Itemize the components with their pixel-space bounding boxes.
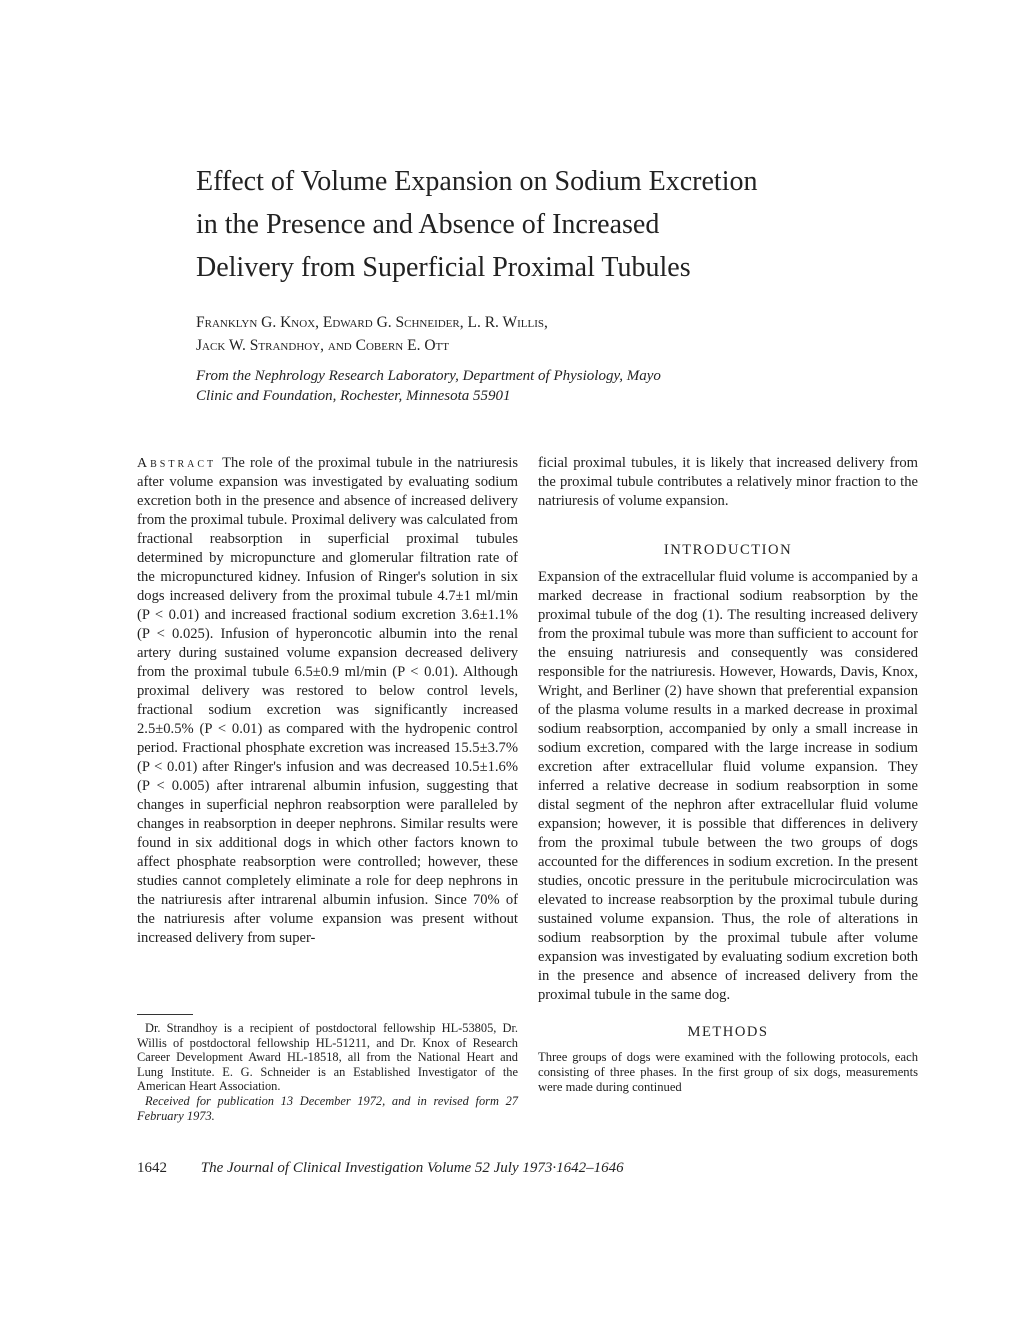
right-column <box>538 454 918 1095</box>
title-line-2: in the Presence and Absence of Increased <box>196 209 660 240</box>
affiliation-line-2: Clinic and Foundation, Rochester, Minnesota 55901 <box>196 388 511 404</box>
title-line-3: Delivery from Superficial Proximal Tubules <box>196 252 691 283</box>
footnote-received: Received for publication 13 December 1972, and in revised form 27 February 1973. <box>137 1093 518 1123</box>
methods-text: Three groups of dogs were examined with the following protocols, each consisting of three phases. In the first group of six dogs, measurements were made during continued <box>538 1050 918 1094</box>
title-line-1: Effect of Volume Expansion on Sodium Excretion <box>196 166 758 197</box>
authors-line-2: Jack W. Strandhoy, and Cobern E. Ott <box>196 337 449 354</box>
footnotes <box>137 1021 518 1123</box>
abstract-text-right: ficial proximal tubules, it is likely that increased delivery from the proximal tubule contributes a relatively minor fraction to the natriuresis of volume expansion. <box>538 455 918 509</box>
page-footer <box>137 1160 837 1177</box>
article-title <box>196 160 816 289</box>
affiliation-line-1: From the Nephrology Research Laboratory, Department of Physiology, Mayo <box>196 368 661 384</box>
journal-citation: The Journal of Clinical Investigation Volume 52 July 1973·1642–1646 <box>200 1160 624 1176</box>
abstract-paragraph <box>137 454 518 948</box>
abstract-text-left: The role of the proximal tubule in the natriuresis after volume expansion was investigated by evaluating sodium excretion both in the presence and absence of increased delivery from the proximal tubule. Proximal delivery was calculated from fractional reabsorption in superficial proximal tubules determined by micropuncture and glomerular filtration rate of the micropunctured kidney. Infusion of Ringer's solution in six dogs increased delivery from the proximal tubule 4.7±1 ml/min (P < 0.01) and increased fractional sodium excretion 3.6±1.1% (P < 0.025). Infusion of hyperoncotic albumin into the renal artery during sustained volume expansion decreased delivery from the proximal tubule 6.5±0.9 ml/min (P < 0.01). Although proximal delivery was restored to below control levels, fractional sodium excretion was significantly increased 2.5±0.5% (P < 0.01) as compared with the hydropenic control period. Fractional phosphate excretion was increased 15.5±3.7% (P < 0.01) after Ringer's infusion and was decreased 10.5±1.6% (P < 0.005) after intrarenal albumin infusion, suggesting that changes in superficial nephron reabsorption were paralleled by changes in reabsorption in deeper nephrons. Similar results were found in six additional dogs in which other factors known to affect phosphate reabsorption were controlled; however, these studies cannot completely eliminate a role for deep nephrons in the natriuresis after intrarenal albumin infusion. Since 70% of the natriuresis after volume expansion was present without increased delivery from super- <box>137 455 518 946</box>
introduction-heading: INTRODUCTION <box>663 542 793 558</box>
abstract-label: Abstract <box>137 456 217 471</box>
methods-heading: METHODS <box>687 1024 769 1040</box>
affiliation <box>196 366 776 406</box>
author-list <box>196 311 796 357</box>
footnote-divider <box>137 1014 193 1015</box>
left-column <box>137 454 518 948</box>
introduction-text: Expansion of the extracellular fluid volume is accompanied by a marked decrease in fractional sodium reabsorption by the proximal tubule of the dog (1). The resulting increased delivery from the proximal tubule was more than sufficient to account for the ensuing natriuresis and consequently was considered responsible for the natriuresis. However, Howards, Davis, Knox, Wright, and Berliner (2) have shown that preferential expansion of the plasma volume results in a marked decrease in proximal sodium reabsorption, accompanied by only a small increase in sodium excretion, compared with the large increase in sodium excretion after extracellular fluid volume expansion. They inferred a relative decrease in sodium reabsorption in some distal segment of the nephron after extracellular fluid volume expansion; however, it is possible that differences in delivery from the proximal tubule between the two groups of dogs accounted for the differences in sodium excretion. In the present studies, oncotic pressure in the peritubule microcirculation was elevated to increase reabsorption by the proximal tubule during sustained volume expansion. Thus, the role of alterations in sodium reabsorption by the proximal tubule after volume expansion was investigated by evaluating sodium excretion both in the presence and absence of increased delivery from the proximal tubule in the same dog. <box>538 569 918 1003</box>
footnote-fellowship: Dr. Strandhoy is a recipient of postdoctoral fellowship HL-53805, Dr. Willis of postdoctoral fellowship HL-51211, and Dr. Knox of Research Career Development Award HL-18518, all from the National Heart and Lung Institute. E. G. Schneider is an Established Investigator of the American Heart Association. <box>137 1021 518 1094</box>
authors-line-1: Franklyn G. Knox, Edward G. Schneider, L. R. Willis, <box>196 314 548 331</box>
page-number: 1642 <box>137 1160 167 1176</box>
